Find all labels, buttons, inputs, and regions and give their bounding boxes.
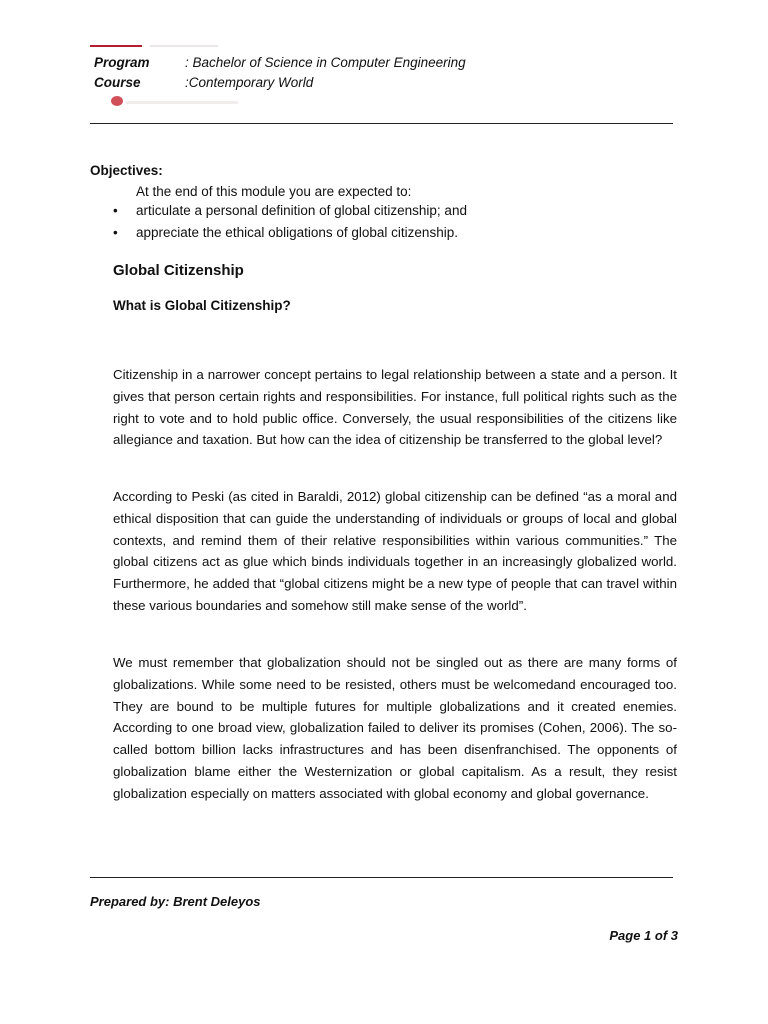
bullet-icon: • bbox=[113, 203, 118, 218]
list-item bbox=[113, 202, 467, 224]
paragraph: Citizenship in a narrower concept pertains to legal relationship between a state and a person. It gives that person certain rights and responsibilities. For instance, full political rights such as the right to vote and to hold public office. Conversely, the usual responsibilities of the citizens like allegiance and taxation. But how can the idea of citizenship be transferred to the global level? bbox=[113, 367, 677, 448]
header-course-row bbox=[0, 73, 768, 93]
logo-icon bbox=[111, 96, 123, 106]
header-rule bbox=[90, 123, 673, 124]
objective-text: appreciate the ethical obligations of global citizenship. bbox=[136, 225, 458, 240]
section-title: Global Citizenship bbox=[113, 262, 244, 279]
course-value: :Contemporary World bbox=[185, 75, 314, 90]
paragraph: We must remember that globalization should not be singled out as there are many forms of globalizations. While some need to be resisted, others must be welcomedand encouraged too. They are bound to be multiple futures for multiple globalizations and it created enemies. According to one broad view, globalization failed to deliver its promises (Cohen, 2006). The so-called bottom billion lacks infrastructures and has been disenfranchised. The opponents of globalization blame either the Westernization or global capitalism. As a result, they resist globalization especially on matters associated with global economy and global governance. bbox=[113, 655, 677, 801]
program-value: : Bachelor of Science in Computer Engineering bbox=[185, 55, 466, 70]
paragraph: According to Peski (as cited in Baraldi, 2012) global citizenship can be defined “as a moral and ethical disposition that can guide the understanding of individuals or groups of local and global contexts, and remind them of their relative responsibilities within various communities.” The global citizens act as glue which binds individuals together in an increasingly globalized world. Furthermore, he added that “global citizens might be a new type of people that can travel within these various boundaries and somehow still make sense of the world”. bbox=[113, 489, 677, 613]
program-label: Program bbox=[94, 55, 150, 70]
logo-faint-text bbox=[126, 101, 238, 104]
page-number: Page 1 of 3 bbox=[609, 928, 678, 943]
objectives-list bbox=[113, 202, 467, 246]
section-subtitle: What is Global Citizenship? bbox=[113, 298, 291, 313]
prepared-by: Prepared by: Brent Deleyos bbox=[90, 894, 261, 909]
objectives-title: Objectives: bbox=[90, 163, 163, 178]
objectives-intro: At the end of this module you are expected to: bbox=[136, 184, 412, 199]
footer-rule bbox=[90, 877, 673, 878]
header-program-row bbox=[0, 53, 768, 73]
logo-faint-mark bbox=[150, 45, 218, 47]
logo-accent-bar bbox=[90, 45, 142, 47]
list-item bbox=[113, 224, 467, 246]
course-label: Course bbox=[94, 75, 141, 90]
bullet-icon: • bbox=[113, 225, 118, 240]
objective-text: articulate a personal definition of global citizenship; and bbox=[136, 203, 467, 218]
